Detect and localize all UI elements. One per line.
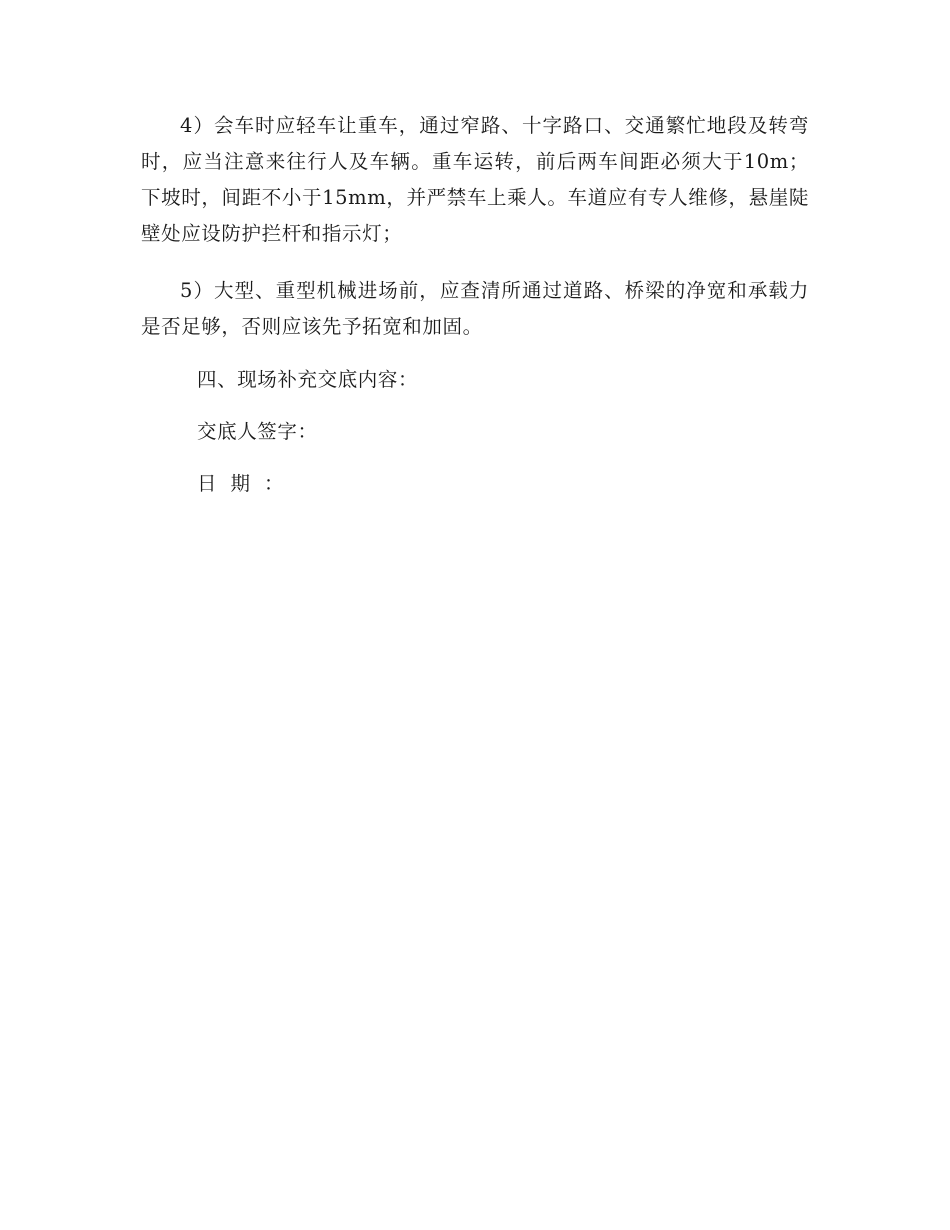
- signature-label: 交底人签字：: [197, 420, 318, 443]
- paragraph-item-5: 5）大型、重型机械进场前，应查清所通过道路、桥梁的净宽和承载力是否足够，否则应该先予拓宽和加固。: [141, 279, 809, 338]
- paragraph-item-4: 4）会车时应轻车让重车，通过窄路、十字路口、交通繁忙地段及转弯时，应当注意来往行人及车辆。重车运转，前后两车间距必须大于10m；下坡时，间距不小于15mm，并严禁车上乘人。车道应有专人维修，悬崖陡壁处应设防护拦杆和指示灯；: [141, 114, 809, 245]
- section-heading-supplementary-content: 四、现场补充交底内容：: [197, 368, 419, 391]
- date-label: 日期：: [197, 472, 298, 495]
